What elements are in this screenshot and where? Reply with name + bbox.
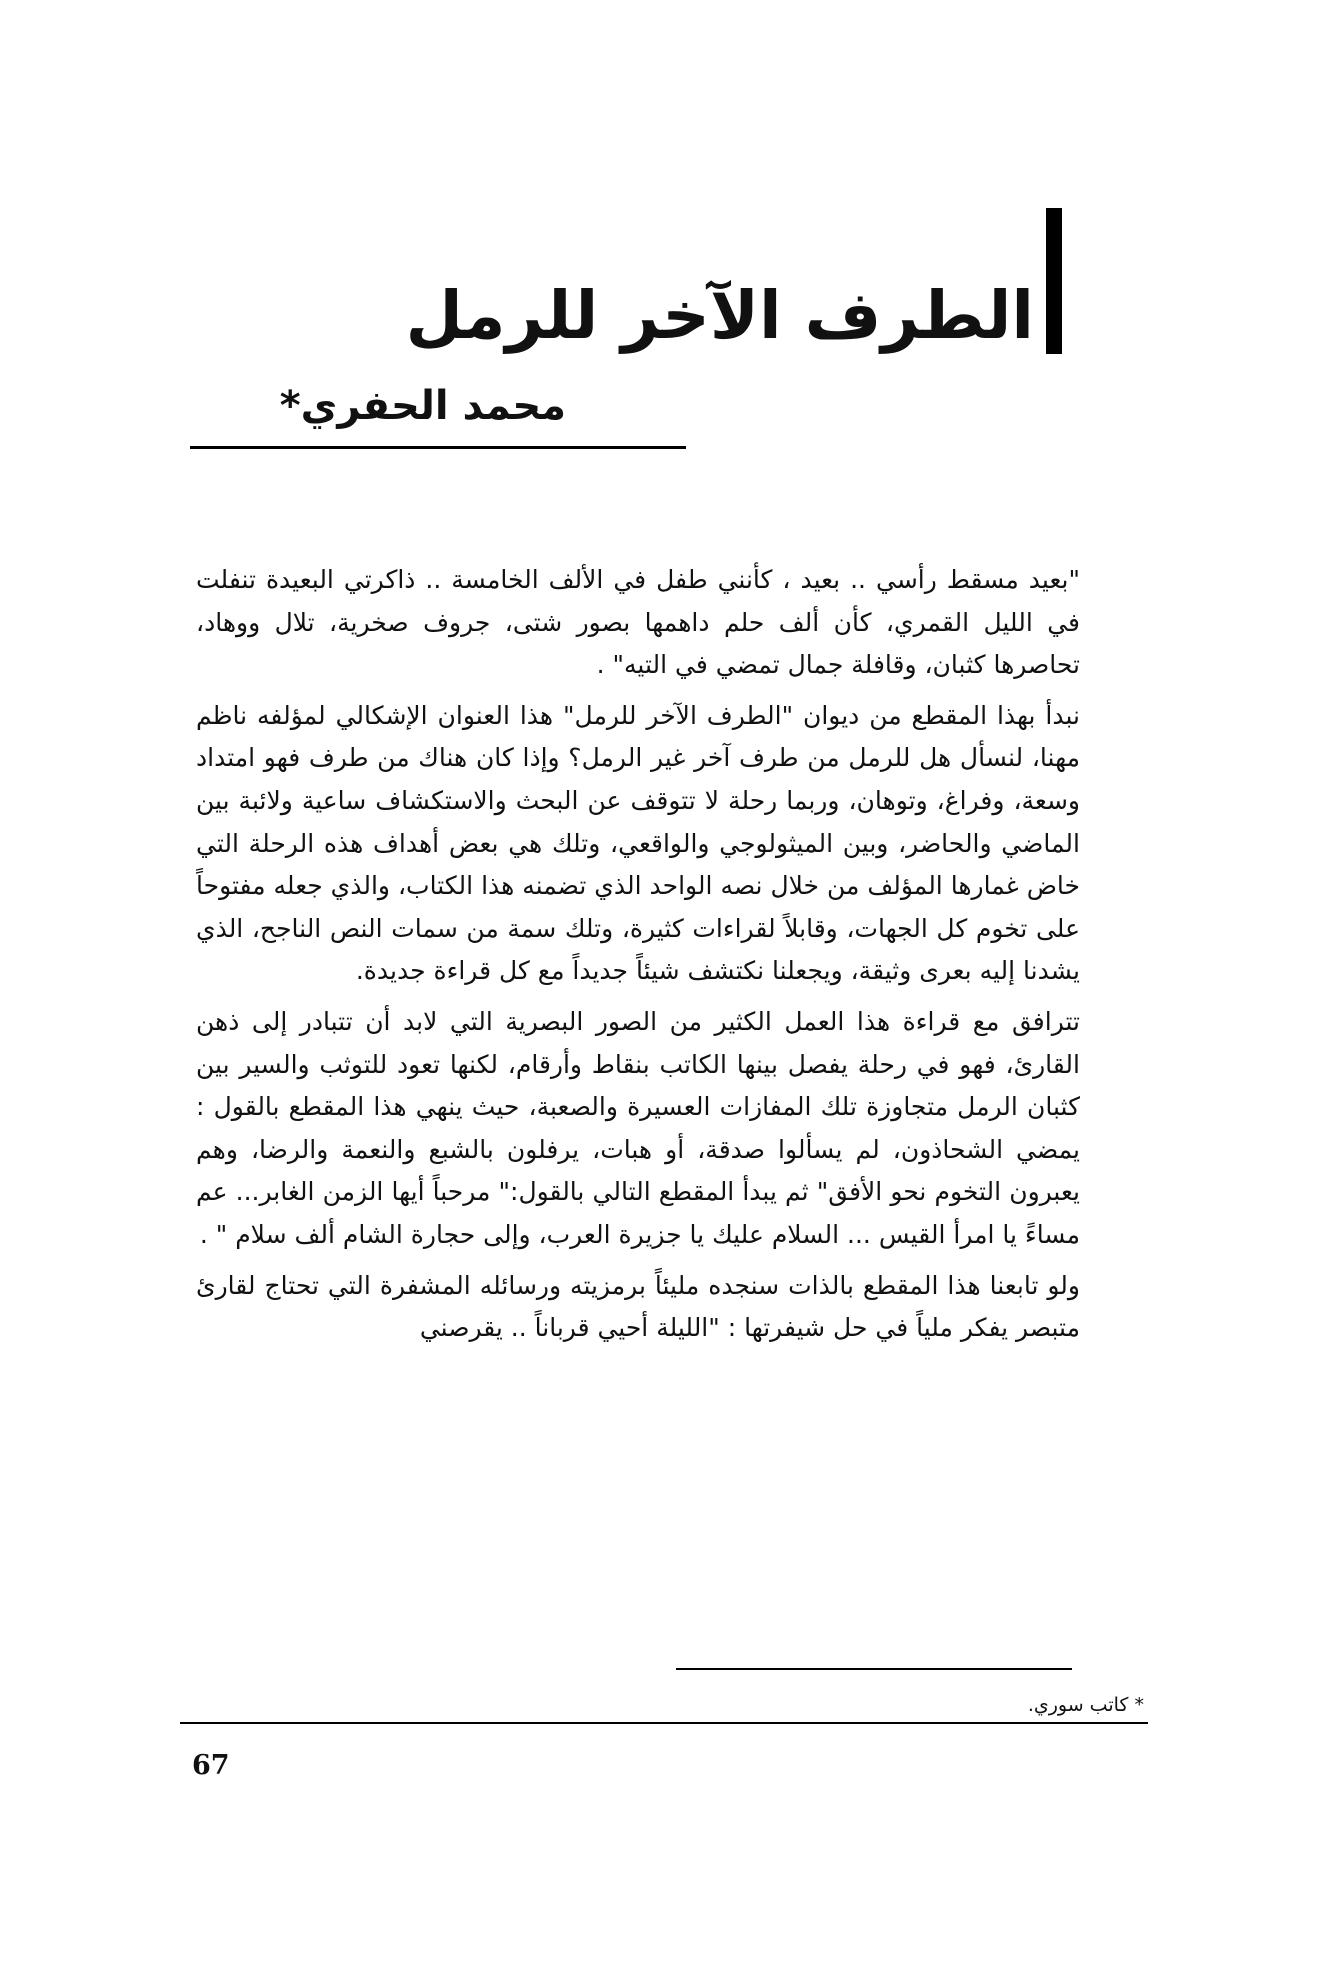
- footnote: * كاتب سوري.: [1027, 1694, 1144, 1716]
- page-footer-divider: [180, 1722, 1148, 1724]
- footnote-divider: [676, 1668, 1072, 1670]
- page-number: 67: [192, 1750, 230, 1781]
- paragraph-3: تترافق مع قراءة هذا العمل الكثير من الصور البصرية التي لابد أن تتبادر إلى ذهن القارئ، فهو في رحلة يفصل بينها الكاتب بنقاط وأرقام، لكنها تعود للتوثب والسير بين كثبان الرمل متجاوزة تلك المفازات العسيرة والصعبة، حيث ينهي هذا المقطع بالقول : يمضي الشحاذون، لم يسألوا صدقة، أو هبات، يرفلون بالشبع والنعمة والرضا، وهم يعبرون التخوم نحو الأفق" ثم يبدأ المقطع التالي بالقول:" مرحباً أيها الزمن الغابر... عم مساءً يا امرأ القيس ... السلام عليك يا جزيرة العرب، وإلى حجارة الشام ألف سلام " .: [196, 1006, 1080, 1249]
- title-accent-bar: [1046, 208, 1062, 354]
- paragraph-2: نبدأ بهذا المقطع من ديوان "الطرف الآخر للرمل" هذا العنوان الإشكالي لمؤلفه ناظم مهنا، لنسأل هل للرمل من طرف آخر غير الرمل؟ وإذا كان هناك من طرف فهو امتداد وسعة، وفراغ، وتوهان، وربما رحلة لا تتوقف عن البحث والاستكشاف ساعية ولائبة بين الماضي والحاضر، وبين الميثولوجي والواقعي، وتلك هي بعض أهداف هذه الرحلة التي خاض غمارها المؤلف من خلال نصه الواحد الذي تضمنه هذا الكتاب، والذي جعله مفتوحاً على تخوم كل الجهات، وقابلاً لقراءات كثيرة، وتلك سمة من سمات النص الناجح، الذي يشدنا إليه بعرى وثيقة، ويجعلنا نكتشف شيئاً جديداً مع كل قراءة جديدة.: [196, 700, 1080, 986]
- paragraph-1: "بعيد مسقط رأسي .. بعيد ، كأنني طفل في الألف الخامسة .. ذاكرتي البعيدة تنفلت في الليل القمري، كأن ألف حلم داهمها بصور شتى، جروف صخرية، تلال ووهاد، تحاصرها كثبان، وقافلة جمال تمضي في التيه" .: [196, 565, 1080, 680]
- article-title: الطرف الآخر للرمل: [405, 277, 1034, 355]
- author-divider: [190, 446, 686, 449]
- paragraph-4: ولو تابعنا هذا المقطع بالذات سنجده مليئاً برمزيته ورسائله المشفرة التي تحتاج لقارئ متبصر يفكر ملياً في حل شيفرتها : "الليلة أحيي قرباناً .. يقرصني: [196, 1270, 1080, 1343]
- author-name: محمد الحفري*: [279, 383, 566, 429]
- article-body: [196, 559, 1080, 1358]
